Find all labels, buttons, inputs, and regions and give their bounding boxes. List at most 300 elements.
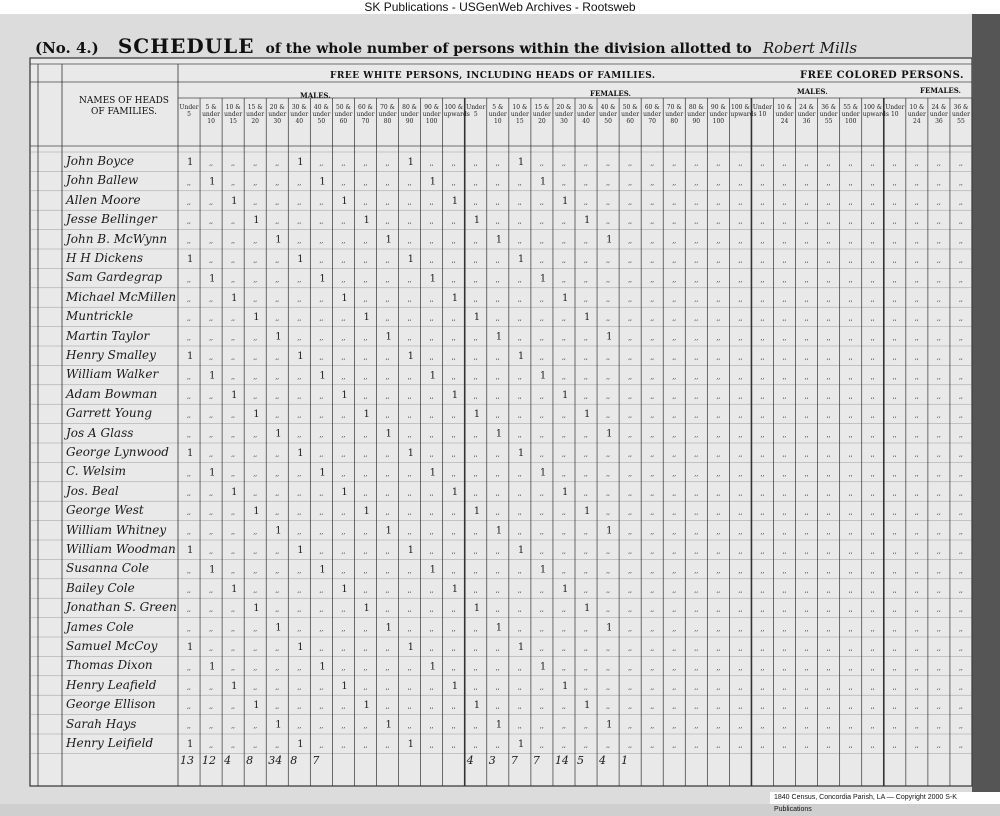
svg-text:‚‚: ‚‚ [539,722,544,730]
svg-text:‚‚: ‚‚ [738,179,743,187]
svg-text:‚‚: ‚‚ [804,548,809,555]
svg-text:1: 1 [187,254,194,265]
svg-text:‚‚: ‚‚ [848,742,853,749]
svg-text:‚‚: ‚‚ [914,218,919,226]
svg-text:‚‚: ‚‚ [297,431,302,439]
svg-text:‚‚: ‚‚ [187,334,191,342]
svg-text:‚‚: ‚‚ [187,703,191,711]
svg-text:‚‚: ‚‚ [716,373,721,381]
svg-text:‚‚: ‚‚ [870,703,875,711]
svg-text:‚‚: ‚‚ [870,198,875,206]
svg-text:‚‚: ‚‚ [870,742,875,749]
svg-text:‚‚: ‚‚ [826,257,831,264]
svg-text:‚‚: ‚‚ [958,237,963,245]
svg-text:1: 1 [341,680,348,692]
svg-text:‚‚: ‚‚ [672,548,677,555]
svg-text:‚‚: ‚‚ [495,179,500,187]
svg-text:‚‚: ‚‚ [716,276,721,284]
svg-text:‚‚: ‚‚ [429,722,434,730]
svg-text:‚‚: ‚‚ [738,625,743,633]
svg-text:‚‚: ‚‚ [848,354,853,361]
svg-text:‚‚: ‚‚ [936,218,941,226]
svg-text:1: 1 [473,603,481,615]
svg-text:‚‚: ‚‚ [319,509,324,517]
svg-text:‚‚: ‚‚ [187,586,191,594]
svg-text:‚‚: ‚‚ [341,625,346,633]
svg-text:‚‚: ‚‚ [848,412,853,420]
svg-text:‚‚: ‚‚ [473,645,478,652]
svg-text:‚‚: ‚‚ [363,722,368,730]
svg-text:‚‚: ‚‚ [650,509,655,517]
svg-text:‚‚: ‚‚ [275,276,280,284]
svg-text:‚‚: ‚‚ [650,470,655,478]
svg-text:‚‚: ‚‚ [451,722,456,730]
svg-text:‚‚: ‚‚ [628,548,632,555]
svg-text:‚‚: ‚‚ [297,703,302,711]
svg-text:‚‚: ‚‚ [716,451,721,458]
head-of-family-name: Jonathan S. Green [66,600,177,615]
svg-text:1: 1 [473,312,481,324]
total-cell: 8 [290,754,298,768]
head-of-family-name: Jesse Bellinger [66,212,157,227]
svg-text:‚‚: ‚‚ [231,664,235,672]
svg-text:‚‚: ‚‚ [628,257,632,264]
svg-text:‚‚: ‚‚ [716,683,721,691]
svg-text:‚‚: ‚‚ [407,586,412,594]
svg-text:‚‚: ‚‚ [650,489,655,497]
svg-text:‚‚: ‚‚ [253,645,258,652]
svg-text:‚‚: ‚‚ [231,645,235,652]
svg-text:‚‚: ‚‚ [517,567,522,575]
svg-text:‚‚: ‚‚ [650,373,655,381]
svg-text:1: 1 [319,661,326,673]
svg-text:‚‚: ‚‚ [716,295,721,303]
svg-text:‚‚: ‚‚ [539,257,544,264]
head-of-family-name: Adam Bowman [66,386,158,401]
svg-text:1: 1 [275,719,282,731]
svg-text:‚‚: ‚‚ [760,703,765,711]
svg-text:‚‚: ‚‚ [495,257,500,264]
svg-text:1: 1 [561,680,569,692]
total-cell: 7 [532,754,540,768]
svg-text:1: 1 [606,234,613,246]
svg-text:‚‚: ‚‚ [628,276,632,284]
svg-text:‚‚: ‚‚ [672,431,677,439]
svg-text:‚‚: ‚‚ [782,722,787,730]
svg-text:1: 1 [584,409,591,421]
svg-text:‚‚: ‚‚ [738,606,743,614]
svg-text:‚‚: ‚‚ [804,160,809,167]
svg-text:‚‚: ‚‚ [385,489,390,497]
svg-text:‚‚: ‚‚ [914,392,919,400]
svg-text:‚‚: ‚‚ [892,431,897,439]
svg-text:‚‚: ‚‚ [253,373,258,381]
svg-text:‚‚: ‚‚ [517,489,522,497]
svg-text:‚‚: ‚‚ [892,179,897,187]
svg-text:‚‚: ‚‚ [936,664,941,672]
age-column-label: 80 & under 90 [687,104,706,125]
age-column-label: 60 & under 70 [643,104,662,125]
svg-text:‚‚: ‚‚ [870,237,875,245]
svg-text:‚‚: ‚‚ [473,295,478,303]
svg-text:‚‚: ‚‚ [694,489,699,497]
svg-text:‚‚: ‚‚ [782,179,787,187]
svg-text:‚‚: ‚‚ [672,606,677,614]
svg-text:‚‚: ‚‚ [760,683,765,691]
svg-text:‚‚: ‚‚ [429,392,434,400]
svg-text:‚‚: ‚‚ [716,742,721,749]
svg-text:‚‚: ‚‚ [407,664,412,672]
svg-text:‚‚: ‚‚ [297,528,302,536]
svg-text:‚‚: ‚‚ [782,276,787,284]
svg-text:‚‚: ‚‚ [187,664,191,672]
svg-text:1: 1 [407,545,414,556]
svg-text:‚‚: ‚‚ [694,606,699,614]
total-cell: 3 [488,754,496,768]
svg-text:‚‚: ‚‚ [341,742,346,749]
svg-text:‚‚: ‚‚ [826,218,831,226]
svg-text:‚‚: ‚‚ [628,315,632,323]
svg-text:‚‚: ‚‚ [804,742,809,749]
svg-text:‚‚: ‚‚ [319,412,324,420]
svg-text:‚‚: ‚‚ [363,683,368,691]
svg-text:‚‚: ‚‚ [319,257,324,264]
svg-text:‚‚: ‚‚ [936,431,941,439]
svg-text:‚‚: ‚‚ [363,625,368,633]
svg-text:‚‚: ‚‚ [672,257,677,264]
svg-text:‚‚: ‚‚ [760,548,765,555]
svg-text:‚‚: ‚‚ [826,528,831,536]
svg-text:‚‚: ‚‚ [628,625,632,633]
total-cell: 1 [621,754,629,768]
svg-text:‚‚: ‚‚ [914,586,919,594]
svg-text:‚‚: ‚‚ [231,509,235,517]
svg-text:‚‚: ‚‚ [187,237,191,245]
svg-text:‚‚: ‚‚ [539,198,544,206]
svg-text:‚‚: ‚‚ [870,664,875,672]
svg-text:‚‚: ‚‚ [958,625,963,633]
svg-text:‚‚: ‚‚ [275,664,280,672]
svg-text:‚‚: ‚‚ [672,489,677,497]
svg-text:‚‚: ‚‚ [495,703,500,711]
svg-text:‚‚: ‚‚ [694,179,699,187]
svg-text:‚‚: ‚‚ [782,586,787,594]
svg-text:‚‚: ‚‚ [517,179,522,187]
svg-text:‚‚: ‚‚ [429,334,434,342]
svg-text:1: 1 [473,409,481,421]
svg-text:‚‚: ‚‚ [694,431,699,439]
svg-text:‚‚: ‚‚ [187,625,191,633]
svg-text:‚‚: ‚‚ [694,276,699,284]
svg-text:‚‚: ‚‚ [958,664,963,672]
svg-text:‚‚: ‚‚ [694,354,699,361]
svg-text:‚‚: ‚‚ [672,683,677,691]
svg-text:‚‚: ‚‚ [517,237,522,245]
svg-text:‚‚: ‚‚ [892,664,897,672]
svg-text:‚‚: ‚‚ [517,470,522,478]
svg-text:‚‚: ‚‚ [694,334,699,342]
svg-text:‚‚: ‚‚ [495,295,500,303]
head-of-family-name: Samuel McCoy [66,639,158,653]
svg-text:‚‚: ‚‚ [363,586,368,594]
svg-text:‚‚: ‚‚ [429,645,434,652]
svg-text:‚‚: ‚‚ [341,276,346,284]
svg-text:‚‚: ‚‚ [561,567,566,575]
svg-text:1: 1 [341,195,348,207]
svg-text:‚‚: ‚‚ [672,276,677,284]
svg-text:‚‚: ‚‚ [297,237,302,245]
svg-text:‚‚: ‚‚ [892,276,897,284]
svg-text:1: 1 [584,603,591,615]
svg-text:‚‚: ‚‚ [782,509,787,517]
svg-text:‚‚: ‚‚ [936,451,941,458]
svg-text:‚‚: ‚‚ [451,548,456,555]
svg-text:‚‚: ‚‚ [341,528,346,536]
svg-text:‚‚: ‚‚ [253,334,258,342]
age-column-label: 15 & under 20 [532,104,551,125]
svg-text:‚‚: ‚‚ [914,548,919,555]
svg-text:‚‚: ‚‚ [694,470,699,478]
svg-text:‚‚: ‚‚ [561,470,566,478]
svg-text:‚‚: ‚‚ [385,218,390,226]
svg-text:‚‚: ‚‚ [848,334,853,342]
age-column-label: 60 & under 70 [356,104,375,125]
svg-text:1: 1 [319,370,326,382]
svg-text:‚‚: ‚‚ [760,586,765,594]
svg-text:‚‚: ‚‚ [363,160,368,167]
svg-text:‚‚: ‚‚ [738,683,743,691]
svg-text:‚‚: ‚‚ [407,179,412,187]
svg-text:‚‚: ‚‚ [650,722,655,730]
svg-text:‚‚: ‚‚ [958,703,963,711]
svg-text:‚‚: ‚‚ [407,315,412,323]
svg-text:‚‚: ‚‚ [297,198,302,206]
svg-text:‚‚: ‚‚ [936,257,941,264]
svg-text:‚‚: ‚‚ [561,509,566,517]
svg-text:‚‚: ‚‚ [650,218,655,226]
svg-text:‚‚: ‚‚ [936,548,941,555]
svg-text:‚‚: ‚‚ [870,315,875,323]
svg-text:‚‚: ‚‚ [561,431,566,439]
svg-text:‚‚: ‚‚ [804,354,809,361]
svg-text:‚‚: ‚‚ [253,548,258,555]
svg-text:1: 1 [407,739,414,750]
svg-text:‚‚: ‚‚ [914,470,919,478]
svg-text:‚‚: ‚‚ [870,257,875,264]
svg-text:‚‚: ‚‚ [650,354,655,361]
svg-text:‚‚: ‚‚ [407,625,412,633]
svg-text:‚‚: ‚‚ [451,412,456,420]
svg-text:‚‚: ‚‚ [892,354,897,361]
svg-text:‚‚: ‚‚ [495,160,500,167]
svg-text:‚‚: ‚‚ [473,722,478,730]
svg-text:‚‚: ‚‚ [782,625,787,633]
svg-text:‚‚: ‚‚ [738,237,743,245]
svg-text:‚‚: ‚‚ [473,392,478,400]
svg-text:‚‚: ‚‚ [275,354,280,361]
svg-text:‚‚: ‚‚ [650,392,655,400]
head-of-family-name: C. Welsim [66,464,127,479]
svg-text:‚‚: ‚‚ [738,586,743,594]
svg-text:1: 1 [385,622,392,634]
head-of-family-name: Allen Moore [66,192,141,207]
svg-text:1: 1 [584,312,591,324]
svg-text:‚‚: ‚‚ [495,451,500,458]
svg-text:‚‚: ‚‚ [517,431,522,439]
svg-text:‚‚: ‚‚ [848,703,853,711]
svg-text:‚‚: ‚‚ [672,625,677,633]
head-of-family-name: Susanna Cole [66,561,150,576]
svg-text:‚‚: ‚‚ [209,645,213,652]
svg-text:‚‚: ‚‚ [694,664,699,672]
svg-text:‚‚: ‚‚ [495,509,500,517]
age-column-label: 50 & under 60 [334,104,353,125]
svg-text:‚‚: ‚‚ [319,703,324,711]
svg-text:‚‚: ‚‚ [848,431,853,439]
svg-text:‚‚: ‚‚ [826,198,831,206]
svg-text:‚‚: ‚‚ [760,509,765,517]
svg-text:‚‚: ‚‚ [429,703,434,711]
svg-text:‚‚: ‚‚ [253,276,258,284]
svg-text:‚‚: ‚‚ [341,664,346,672]
svg-text:‚‚: ‚‚ [716,179,721,187]
svg-text:1: 1 [297,739,304,750]
svg-text:‚‚: ‚‚ [407,722,412,730]
svg-text:‚‚: ‚‚ [826,295,831,303]
age-column-label: 36 & under 55 [819,104,838,125]
svg-text:‚‚: ‚‚ [584,431,588,439]
svg-text:‚‚: ‚‚ [539,218,544,226]
svg-text:‚‚: ‚‚ [385,742,390,749]
svg-text:1: 1 [407,351,414,362]
svg-text:‚‚: ‚‚ [319,198,324,206]
svg-text:‚‚: ‚‚ [914,451,919,458]
age-column-label: 30 & under 40 [290,104,309,125]
svg-text:‚‚: ‚‚ [451,237,456,245]
svg-text:‚‚: ‚‚ [760,198,765,206]
svg-text:1: 1 [209,661,216,673]
svg-text:‚‚: ‚‚ [429,431,434,439]
svg-text:‚‚: ‚‚ [275,548,280,555]
svg-text:1: 1 [539,467,547,479]
svg-text:‚‚: ‚‚ [650,276,655,284]
svg-text:‚‚: ‚‚ [253,198,258,206]
svg-text:‚‚: ‚‚ [584,742,588,749]
svg-text:‚‚: ‚‚ [209,528,213,536]
svg-text:‚‚: ‚‚ [936,276,941,284]
svg-text:‚‚: ‚‚ [495,683,500,691]
svg-text:‚‚: ‚‚ [209,451,213,458]
svg-text:‚‚: ‚‚ [429,218,434,226]
svg-text:‚‚: ‚‚ [385,567,390,575]
svg-text:‚‚: ‚‚ [561,664,566,672]
svg-text:‚‚: ‚‚ [253,489,258,497]
svg-text:‚‚: ‚‚ [429,606,434,614]
svg-text:‚‚: ‚‚ [650,257,655,264]
svg-text:‚‚: ‚‚ [760,567,765,575]
svg-text:‚‚: ‚‚ [716,431,721,439]
svg-text:‚‚: ‚‚ [209,160,213,167]
svg-text:‚‚: ‚‚ [584,295,588,303]
svg-text:‚‚: ‚‚ [716,548,721,555]
svg-text:‚‚: ‚‚ [209,198,213,206]
svg-text:‚‚: ‚‚ [892,373,897,381]
svg-text:‚‚: ‚‚ [958,451,963,458]
svg-text:‚‚: ‚‚ [517,703,522,711]
svg-text:‚‚: ‚‚ [297,722,302,730]
svg-text:‚‚: ‚‚ [495,354,500,361]
total-cell: 12 [202,754,217,768]
svg-text:‚‚: ‚‚ [253,683,258,691]
svg-text:‚‚: ‚‚ [561,315,566,323]
svg-text:‚‚: ‚‚ [341,334,346,342]
svg-text:‚‚: ‚‚ [628,489,632,497]
svg-text:‚‚: ‚‚ [870,606,875,614]
svg-text:‚‚: ‚‚ [738,392,743,400]
svg-text:‚‚: ‚‚ [517,683,522,691]
head-of-family-name: William Whitney [66,522,167,537]
svg-text:‚‚: ‚‚ [760,392,765,400]
svg-text:‚‚: ‚‚ [517,373,522,381]
svg-text:‚‚: ‚‚ [385,354,390,361]
svg-text:‚‚: ‚‚ [848,625,853,633]
svg-text:‚‚: ‚‚ [958,645,963,652]
svg-text:‚‚: ‚‚ [363,334,368,342]
svg-text:1: 1 [561,292,569,304]
svg-text:‚‚: ‚‚ [319,237,324,245]
svg-text:‚‚: ‚‚ [385,373,390,381]
svg-text:‚‚: ‚‚ [672,392,677,400]
svg-text:‚‚: ‚‚ [826,722,831,730]
svg-text:‚‚: ‚‚ [429,295,434,303]
svg-text:‚‚: ‚‚ [804,528,809,536]
svg-text:‚‚: ‚‚ [209,722,213,730]
svg-text:‚‚: ‚‚ [341,160,346,167]
svg-text:‚‚: ‚‚ [429,586,434,594]
svg-text:‚‚: ‚‚ [187,470,191,478]
svg-text:‚‚: ‚‚ [253,625,258,633]
svg-text:‚‚: ‚‚ [319,742,324,749]
svg-text:‚‚: ‚‚ [319,315,324,323]
svg-text:‚‚: ‚‚ [914,567,919,575]
head-of-family-name: Jos A Glass [66,425,134,440]
svg-text:‚‚: ‚‚ [319,160,324,167]
svg-text:‚‚: ‚‚ [848,606,853,614]
svg-text:‚‚: ‚‚ [363,528,368,536]
total-cell: 34 [268,754,283,768]
svg-text:‚‚: ‚‚ [914,257,919,264]
svg-text:‚‚: ‚‚ [539,315,544,323]
svg-text:‚‚: ‚‚ [936,412,941,420]
svg-text:‚‚: ‚‚ [892,509,897,517]
svg-text:‚‚: ‚‚ [628,722,632,730]
svg-text:‚‚: ‚‚ [672,567,677,575]
svg-text:‚‚: ‚‚ [826,373,831,381]
svg-text:‚‚: ‚‚ [451,334,456,342]
svg-text:‚‚: ‚‚ [473,470,478,478]
head-of-family-name: John Boyce [66,154,134,168]
svg-text:‚‚: ‚‚ [848,451,853,458]
svg-text:‚‚: ‚‚ [672,742,677,749]
age-column-label: 10 & under 15 [224,104,243,125]
svg-text:‚‚: ‚‚ [804,722,809,730]
svg-text:‚‚: ‚‚ [606,179,610,187]
svg-text:‚‚: ‚‚ [716,257,721,264]
svg-text:‚‚: ‚‚ [297,586,302,594]
svg-text:‚‚: ‚‚ [429,489,434,497]
svg-text:1: 1 [209,467,216,479]
total-cell: 4 [466,754,474,768]
